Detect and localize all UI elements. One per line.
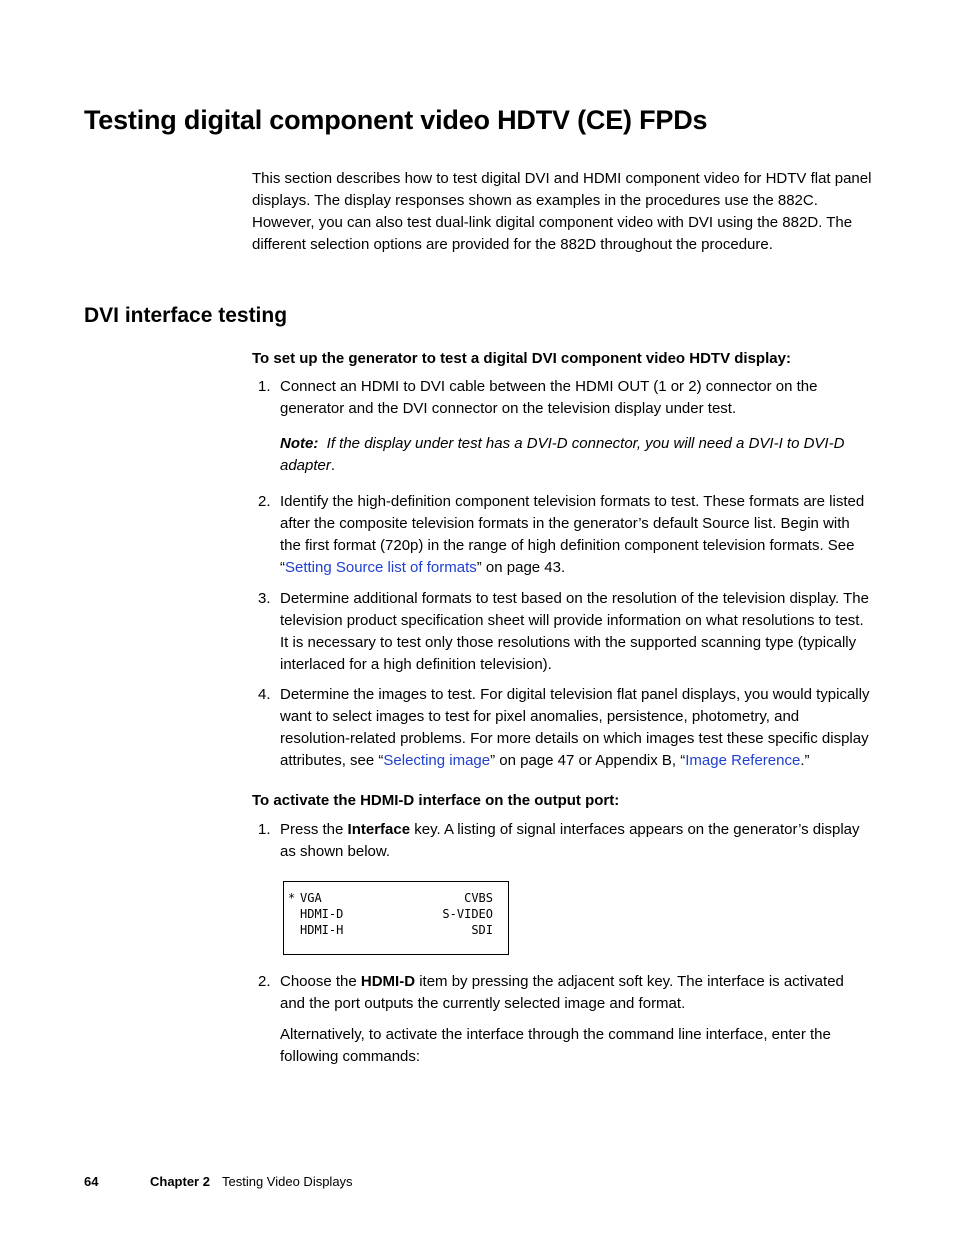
step-text-before: Choose the (280, 973, 361, 990)
step-number: 1. (258, 378, 271, 395)
step-text-after: item by pressing the adjacent soft key. The interface is activated and the port outputs the currently selected image and format. (280, 973, 844, 1012)
note-label: Note: (280, 435, 319, 452)
step-number: 2. (258, 493, 271, 510)
interface-key-label: Interface (347, 821, 411, 838)
step-text-before: Determine the images to test. For digital television flat panel displays, you would typically want to select images to test for pixel anomalies, persistence, photometry, and resolution-related problems. For more details on which images test these specific display attributes, see “ (280, 686, 870, 769)
generator-lcd-display (283, 881, 509, 955)
hdmi-d-label: HDMI-D (360, 973, 416, 990)
lcd-item-vga: VGA (300, 891, 322, 905)
step-number: 3. (258, 590, 271, 607)
activate-step-2 (252, 971, 872, 1015)
step-text-after: key. A listing of signal interfaces appears on the generator’s display as shown below. (280, 821, 860, 860)
activate-step-1 (252, 819, 872, 863)
step-text-before: Press the (280, 821, 348, 838)
step-text-middle: ” on page 47 or Appendix B, “ (490, 752, 686, 769)
note (280, 433, 872, 477)
step-text (280, 819, 872, 863)
lcd-item-hdmi-h: HDMI-H (300, 923, 344, 937)
lcd-item-s-video: S-VIDEO (442, 907, 493, 921)
section-heading: DVI interface testing (84, 304, 288, 327)
step-text-before: Identify the high-definition component television formats to test. These formats are listed after the composite television formats in the generator’s default Source list. Begin with the first format (720p) in the range of high definition component television formats. See “ (280, 493, 865, 576)
alternative-paragraph: Alternatively, to activate the interface through the command line interface, enter the following commands: (280, 1026, 831, 1065)
link-selecting-image[interactable]: Selecting image (383, 752, 491, 769)
procedure-heading-activate: To activate the HDMI-D interface on the output port: (252, 792, 620, 809)
page-title: Testing digital component video HDTV (CE) FPDs (84, 105, 708, 135)
lcd-item-hdmi-d: HDMI-D (300, 907, 344, 921)
lcd-row (284, 922, 508, 938)
step-text (280, 684, 872, 772)
footer-chapter-title: Testing Video Displays (222, 1174, 353, 1189)
lcd-item-cvbs: CVBS (464, 891, 493, 905)
lcd-row (284, 890, 508, 906)
step-text: Connect an HDMI to DVI cable between the HDMI OUT (1 or 2) connector on the generator and the DVI connector on the television display under test. (280, 378, 818, 417)
setup-step-2 (252, 491, 872, 579)
procedure-heading-setup: To set up the generator to test a digital DVI component video HDTV display: (252, 350, 791, 367)
step-text-after: ” on page 43. (476, 559, 566, 576)
setup-step-1 (252, 376, 872, 420)
step-number: 4. (258, 686, 271, 703)
step-number: 1. (258, 821, 271, 838)
setup-step-3 (252, 588, 872, 676)
note-text: If the display under test has a DVI-D connector, you will need a DVI-I to DVI-D adapter (280, 435, 845, 474)
lcd-item-sdi: SDI (471, 923, 493, 937)
step-number: 2. (258, 973, 271, 990)
selection-marker: * (288, 891, 296, 905)
lcd-row (284, 906, 508, 922)
link-image-reference[interactable]: Image Reference (685, 752, 801, 769)
link-setting-source-list[interactable]: Setting Source list of formats (285, 559, 477, 576)
footer-chapter-label: Chapter 2 (150, 1174, 210, 1189)
step-text (280, 971, 872, 1015)
setup-step-4 (252, 684, 872, 772)
step-text (280, 491, 872, 579)
note-end: . (330, 457, 336, 474)
intro-paragraph: This section describes how to test digital DVI and HDMI component video for HDTV flat panel displays. The display responses shown as examples in the procedures use the 882C. However, you can also test dual-link digital component video with DVI using the 882D. The different selection options are provided for the 882D throughout the procedure. (252, 170, 872, 253)
page-number: 64 (84, 1174, 99, 1189)
step-text: Determine additional formats to test based on the resolution of the television display. The television product specification sheet will provide information on what resolutions to test. It is necessary to test only those resolutions with the supported scanning type (typically interlaced for a high definition television). (280, 590, 869, 673)
step-text-after: .” (800, 752, 810, 769)
